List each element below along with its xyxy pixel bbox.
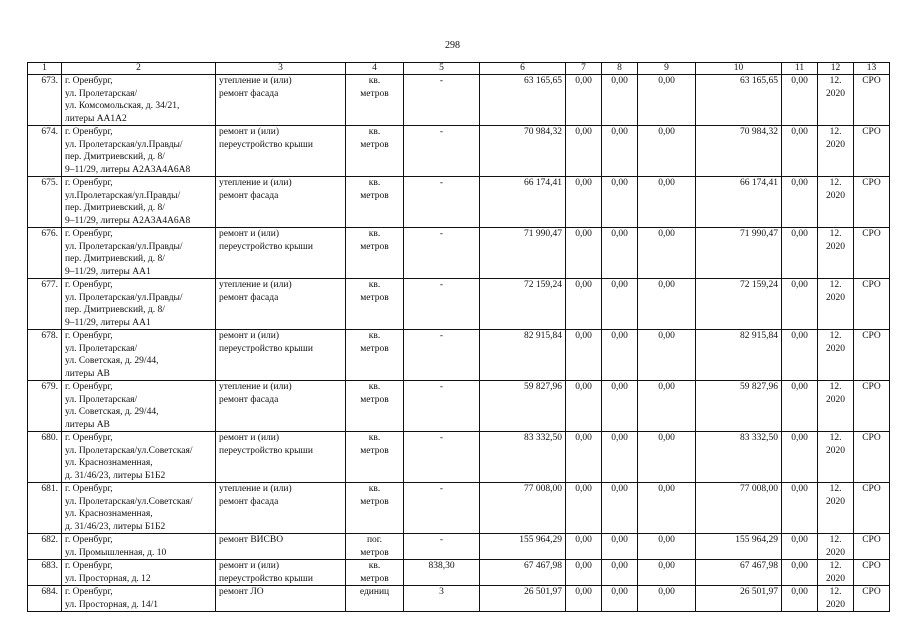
column-header-1: 1 — [28, 63, 62, 75]
unit-cell: кв. метров — [346, 228, 404, 279]
col11-cell: 0,00 — [782, 279, 818, 330]
quantity-cell: - — [404, 381, 480, 432]
col8-cell: 0,00 — [602, 560, 638, 586]
unit-cell: единиц — [346, 586, 404, 612]
quantity-cell: - — [404, 228, 480, 279]
table-row — [28, 534, 890, 560]
total-cost-cell: 70 984,32 — [480, 126, 566, 177]
address-cell: г. Оренбург, ул. Пролетарская/ул.Советская/ ул. Краснознаменная, д. 31/46/23, литеры Б1Б2 — [62, 483, 216, 534]
col9-cell: 0,00 — [638, 75, 696, 126]
completion-date-cell: 12. 2020 — [818, 279, 854, 330]
table-row — [28, 177, 890, 228]
row-number: 683. — [28, 560, 62, 586]
total-cost-cell: 71 990,47 — [480, 228, 566, 279]
col7-cell: 0,00 — [566, 432, 602, 483]
row-number: 681. — [28, 483, 62, 534]
col7-cell: 0,00 — [566, 330, 602, 381]
unit-cell: кв. метров — [346, 75, 404, 126]
col10-cell: 26 501,97 — [696, 586, 782, 612]
method-cell: СРО — [854, 534, 890, 560]
unit-cell: кв. метров — [346, 126, 404, 177]
unit-cell: кв. метров — [346, 381, 404, 432]
col9-cell: 0,00 — [638, 126, 696, 177]
unit-cell: кв. метров — [346, 432, 404, 483]
col8-cell: 0,00 — [602, 126, 638, 177]
method-cell: СРО — [854, 228, 890, 279]
col11-cell: 0,00 — [782, 432, 818, 483]
work-type-cell: ремонт ЛО — [216, 586, 346, 612]
method-cell: СРО — [854, 279, 890, 330]
column-header-6: 6 — [480, 63, 566, 75]
col7-cell: 0,00 — [566, 483, 602, 534]
work-type-cell: ремонт ВИСВО — [216, 534, 346, 560]
table-body — [28, 75, 890, 612]
quantity-cell: - — [404, 279, 480, 330]
total-cost-cell: 155 964,29 — [480, 534, 566, 560]
row-number: 676. — [28, 228, 62, 279]
table-row — [28, 586, 890, 612]
table-row — [28, 75, 890, 126]
table-row — [28, 126, 890, 177]
completion-date-cell: 12. 2020 — [818, 432, 854, 483]
row-number: 678. — [28, 330, 62, 381]
method-cell: СРО — [854, 586, 890, 612]
col9-cell: 0,00 — [638, 586, 696, 612]
address-cell: г. Оренбург, ул.Пролетарская/ул.Правды/ пер. Дмитриевский, д. 8/ 9–11/29, литеры А2А3А4А6А8 — [62, 177, 216, 228]
column-number-header-row — [28, 63, 890, 75]
unit-cell: кв. метров — [346, 279, 404, 330]
col9-cell: 0,00 — [638, 483, 696, 534]
col9-cell: 0,00 — [638, 560, 696, 586]
col10-cell: 82 915,84 — [696, 330, 782, 381]
method-cell: СРО — [854, 381, 890, 432]
column-header-11: 11 — [782, 63, 818, 75]
work-type-cell: утепление и (или) ремонт фасада — [216, 177, 346, 228]
total-cost-cell: 63 165,65 — [480, 75, 566, 126]
table-row — [28, 381, 890, 432]
col8-cell: 0,00 — [602, 228, 638, 279]
col8-cell: 0,00 — [602, 483, 638, 534]
total-cost-cell: 77 008,00 — [480, 483, 566, 534]
row-number: 673. — [28, 75, 62, 126]
row-number: 680. — [28, 432, 62, 483]
column-header-10: 10 — [696, 63, 782, 75]
col10-cell: 71 990,47 — [696, 228, 782, 279]
table-row — [28, 560, 890, 586]
page-number: 298 — [445, 40, 460, 51]
col10-cell: 67 467,98 — [696, 560, 782, 586]
quantity-cell: - — [404, 75, 480, 126]
table-row — [28, 228, 890, 279]
completion-date-cell: 12. 2020 — [818, 381, 854, 432]
col7-cell: 0,00 — [566, 560, 602, 586]
row-number: 674. — [28, 126, 62, 177]
total-cost-cell: 83 332,50 — [480, 432, 566, 483]
work-type-cell: ремонт и (или) переустройство крыши — [216, 228, 346, 279]
quantity-cell: - — [404, 534, 480, 560]
col9-cell: 0,00 — [638, 177, 696, 228]
quantity-cell: - — [404, 330, 480, 381]
method-cell: СРО — [854, 330, 890, 381]
work-type-cell: утепление и (или) ремонт фасада — [216, 279, 346, 330]
total-cost-cell: 26 501,97 — [480, 586, 566, 612]
col7-cell: 0,00 — [566, 228, 602, 279]
col9-cell: 0,00 — [638, 279, 696, 330]
col7-cell: 0,00 — [566, 381, 602, 432]
completion-date-cell: 12. 2020 — [818, 586, 854, 612]
total-cost-cell: 59 827,96 — [480, 381, 566, 432]
col10-cell: 155 964,29 — [696, 534, 782, 560]
work-type-cell: утепление и (или) ремонт фасада — [216, 75, 346, 126]
address-cell: г. Оренбург, ул. Пролетарская/ул.Советская/ ул. Краснознаменная, д. 31/46/23, литеры Б1Б2 — [62, 432, 216, 483]
completion-date-cell: 12. 2020 — [818, 483, 854, 534]
col9-cell: 0,00 — [638, 228, 696, 279]
work-type-cell: ремонт и (или) переустройство крыши — [216, 126, 346, 177]
column-header-9: 9 — [638, 63, 696, 75]
col7-cell: 0,00 — [566, 279, 602, 330]
table-row — [28, 432, 890, 483]
col8-cell: 0,00 — [602, 586, 638, 612]
quantity-cell: - — [404, 177, 480, 228]
col9-cell: 0,00 — [638, 330, 696, 381]
col11-cell: 0,00 — [782, 126, 818, 177]
table-row — [28, 330, 890, 381]
work-type-cell: ремонт и (или) переустройство крыши — [216, 560, 346, 586]
quantity-cell: - — [404, 483, 480, 534]
address-cell: г. Оренбург, ул. Пролетарская/ ул. Советская, д. 29/44, литеры АВ — [62, 381, 216, 432]
repair-schedule-table — [27, 62, 890, 612]
col11-cell: 0,00 — [782, 177, 818, 228]
row-number: 677. — [28, 279, 62, 330]
table-row — [28, 279, 890, 330]
address-cell: г. Оренбург, ул. Промышленная, д. 10 — [62, 534, 216, 560]
col11-cell: 0,00 — [782, 75, 818, 126]
col10-cell: 59 827,96 — [696, 381, 782, 432]
total-cost-cell: 67 467,98 — [480, 560, 566, 586]
completion-date-cell: 12. 2020 — [818, 177, 854, 228]
address-cell: г. Оренбург, ул. Просторная, д. 14/1 — [62, 586, 216, 612]
col9-cell: 0,00 — [638, 534, 696, 560]
row-number: 675. — [28, 177, 62, 228]
col9-cell: 0,00 — [638, 381, 696, 432]
completion-date-cell: 12. 2020 — [818, 75, 854, 126]
method-cell: СРО — [854, 432, 890, 483]
col10-cell: 70 984,32 — [696, 126, 782, 177]
col7-cell: 0,00 — [566, 586, 602, 612]
completion-date-cell: 12. 2020 — [818, 330, 854, 381]
quantity-cell: - — [404, 432, 480, 483]
row-number: 679. — [28, 381, 62, 432]
col8-cell: 0,00 — [602, 279, 638, 330]
col11-cell: 0,00 — [782, 381, 818, 432]
work-type-cell: утепление и (или) ремонт фасада — [216, 381, 346, 432]
address-cell: г. Оренбург, ул. Пролетарская/ ул. Советская, д. 29/44, литеры АВ — [62, 330, 216, 381]
completion-date-cell: 12. 2020 — [818, 126, 854, 177]
col8-cell: 0,00 — [602, 75, 638, 126]
completion-date-cell: 12. 2020 — [818, 534, 854, 560]
quantity-cell: - — [404, 126, 480, 177]
col7-cell: 0,00 — [566, 75, 602, 126]
total-cost-cell: 72 159,24 — [480, 279, 566, 330]
col10-cell: 63 165,65 — [696, 75, 782, 126]
row-number: 684. — [28, 586, 62, 612]
unit-cell: кв. метров — [346, 560, 404, 586]
unit-cell: кв. метров — [346, 483, 404, 534]
col10-cell: 66 174,41 — [696, 177, 782, 228]
method-cell: СРО — [854, 75, 890, 126]
method-cell: СРО — [854, 483, 890, 534]
address-cell: г. Оренбург, ул. Пролетарская/ул.Правды/ пер. Дмитриевский, д. 8/ 9–11/29, литеры АА1 — [62, 228, 216, 279]
quantity-cell: 838,30 — [404, 560, 480, 586]
unit-cell: кв. метров — [346, 330, 404, 381]
completion-date-cell: 12. 2020 — [818, 560, 854, 586]
work-type-cell: утепление и (или) ремонт фасада — [216, 483, 346, 534]
column-header-4: 4 — [346, 63, 404, 75]
col7-cell: 0,00 — [566, 534, 602, 560]
col7-cell: 0,00 — [566, 177, 602, 228]
col11-cell: 0,00 — [782, 330, 818, 381]
address-cell: г. Оренбург, ул. Пролетарская/ул.Правды/ пер. Дмитриевский, д. 8/ 9–11/29, литеры А2А3А4А6А8 — [62, 126, 216, 177]
col8-cell: 0,00 — [602, 534, 638, 560]
completion-date-cell: 12. 2020 — [818, 228, 854, 279]
column-header-2: 2 — [62, 63, 216, 75]
unit-cell: кв. метров — [346, 177, 404, 228]
col11-cell: 0,00 — [782, 560, 818, 586]
col10-cell: 77 008,00 — [696, 483, 782, 534]
column-header-12: 12 — [818, 63, 854, 75]
col11-cell: 0,00 — [782, 228, 818, 279]
method-cell: СРО — [854, 177, 890, 228]
column-header-13: 13 — [854, 63, 890, 75]
col8-cell: 0,00 — [602, 432, 638, 483]
column-header-3: 3 — [216, 63, 346, 75]
table-row — [28, 483, 890, 534]
col11-cell: 0,00 — [782, 483, 818, 534]
column-header-8: 8 — [602, 63, 638, 75]
method-cell: СРО — [854, 126, 890, 177]
column-header-5: 5 — [404, 63, 480, 75]
col11-cell: 0,00 — [782, 586, 818, 612]
work-type-cell: ремонт и (или) переустройство крыши — [216, 330, 346, 381]
method-cell: СРО — [854, 560, 890, 586]
col7-cell: 0,00 — [566, 126, 602, 177]
col11-cell: 0,00 — [782, 534, 818, 560]
col8-cell: 0,00 — [602, 381, 638, 432]
col9-cell: 0,00 — [638, 432, 696, 483]
col10-cell: 83 332,50 — [696, 432, 782, 483]
unit-cell: пог. метров — [346, 534, 404, 560]
address-cell: г. Оренбург, ул. Просторная, д. 12 — [62, 560, 216, 586]
quantity-cell: 3 — [404, 586, 480, 612]
total-cost-cell: 82 915,84 — [480, 330, 566, 381]
column-header-7: 7 — [566, 63, 602, 75]
row-number: 682. — [28, 534, 62, 560]
total-cost-cell: 66 174,41 — [480, 177, 566, 228]
col10-cell: 72 159,24 — [696, 279, 782, 330]
col8-cell: 0,00 — [602, 330, 638, 381]
work-type-cell: ремонт и (или) переустройство крыши — [216, 432, 346, 483]
address-cell: г. Оренбург, ул. Пролетарская/ул.Правды/ пер. Дмитриевский, д. 8/ 9–11/29, литеры АА1 — [62, 279, 216, 330]
address-cell: г. Оренбург, ул. Пролетарская/ ул. Комсомольская, д. 34/21, литеры АА1А2 — [62, 75, 216, 126]
col8-cell: 0,00 — [602, 177, 638, 228]
